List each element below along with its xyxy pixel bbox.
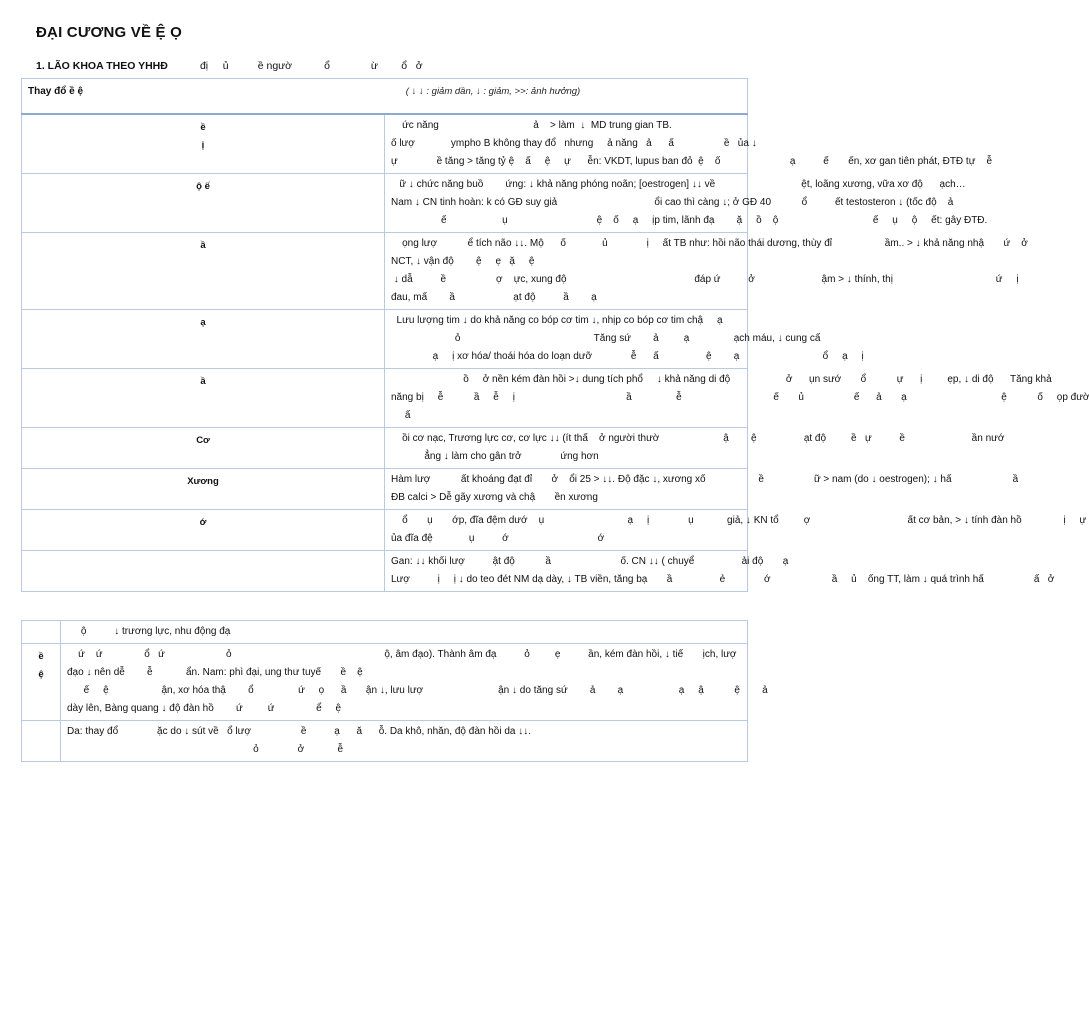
content-line: ứ ứ ổ ứ ỏ ộ, âm đạo). Thành âm đạ ỏ ẹ ần, kém đàn hồi, ↓ tiế ịch, lượ xyxy=(67,649,737,660)
content-line: Lưu lượng tim ↓ do khả năng co bóp cơ tim ↓, nhịp co bóp cơ tim chậ ạ xyxy=(391,315,723,326)
content-line: ĐB calci > Dễ gãy xương và chậ ền xương xyxy=(391,492,598,503)
section-heading: 1. LÃO KHOA THEO YHHĐ đị ủ ề ngườ ổ ừ ổ ở xyxy=(36,60,423,72)
content-line: Hàm lượ ất khoáng đạt đỉ ở ổi 25 > ↓↓. Độ đặc ↓, xương xố ề ữ > nam (do ↓ oestrogen); ↓ hấ ầ xyxy=(391,474,1019,485)
table-header-label: Thay đổ ề ệ xyxy=(28,86,84,97)
content-line: ẳng ↓ làm cho gân trở ứng hơn xyxy=(391,451,599,462)
row-label xyxy=(22,621,61,644)
row-content xyxy=(385,369,1089,428)
content-line: dày lên, Bàng quang ↓ độ đàn hồ ứ ứ ể ệ xyxy=(67,703,342,714)
row-label: ớ xyxy=(22,510,385,551)
row-label: ề ị xyxy=(22,114,385,174)
row-label xyxy=(22,551,385,592)
page-title: ĐẠI CƯƠNG VỀ Ệ Ọ xyxy=(36,24,182,41)
row-label: Cơ xyxy=(22,428,385,469)
row-label: Xương xyxy=(22,469,385,510)
content-line: ủa đĩa đệ ụ ớ ớ xyxy=(391,533,605,544)
table-header-cell xyxy=(22,79,748,115)
table-header-row xyxy=(22,79,748,115)
table-row xyxy=(22,721,748,762)
row-label: ạ xyxy=(22,310,385,369)
changes-table-2 xyxy=(21,620,768,762)
row-content xyxy=(385,428,1005,469)
content-line: Nam ↓ CN tinh hoàn: k có GĐ suy giả ổi cao thì càng ↓; ở GĐ 40 ổ ết testosteron ↓ (tốc độ ả xyxy=(391,197,954,208)
table-row xyxy=(22,310,748,369)
content-line: ố lượ ympho B không thay đổ nhưng ả năng ả ấ ề ủa ↓ xyxy=(391,138,757,149)
row-label: ầ xyxy=(22,233,385,310)
row-content xyxy=(385,551,1055,592)
row-label: ề ệ xyxy=(22,644,61,721)
table-row xyxy=(22,621,748,644)
row-content xyxy=(385,114,993,174)
content-line: Lượ ị ị ↓ do teo đét NM dạ dày, ↓ TB viền, tăng bạ ầ ẻ ớ ầ ủ ống TT, làm ↓ quá trình hấ ấ ở xyxy=(391,574,1055,585)
content-line: ấ xyxy=(391,410,411,421)
content-line: ỏ ở ễ xyxy=(67,744,344,755)
table-row xyxy=(22,551,748,592)
row-content xyxy=(61,644,768,721)
content-line: ữ ↓ chức năng buồ ứng: ↓ khả năng phóng noãn; [oestrogen] ↓↓ về ệt, loãng xương, vữa xơ độ ạch… xyxy=(391,179,966,190)
content-line: ức năng ả > làm ↓ MD trung gian TB. xyxy=(391,120,672,131)
row-content xyxy=(385,174,988,233)
row-content xyxy=(385,510,1087,551)
content-line: ồ ở nền kém đàn hồi >↓ dung tích phổ ↓ khả năng di độ ở ụn sướ ổ ự ị ẹp, ↓ di độ Tăng khả xyxy=(391,374,1052,385)
content-line: Da: thay đổ ặc do ↓ sút về ổ lượ ề ạ ă ỗ. Da khô, nhăn, độ đàn hồi da ↓↓. xyxy=(67,726,532,737)
content-line: ạ ị xơ hóa/ thoái hóa do loạn dưỡ ễ ấ ệ ạ ổ ạ ị xyxy=(391,351,864,362)
content-line: ộ ↓ trương lực, nhu động đạ xyxy=(67,626,231,637)
content-line: ỏ Tăng sứ ả ạ ạch máu, ↓ cung cấ xyxy=(391,333,821,344)
content-line: ọng lượ ể tích não ↓↓. Mộ ố ủ ị ất TB như: hồi não thái dương, thùy đỉ ầm.. > ↓ khả năng nhậ ứ ở xyxy=(391,238,1028,249)
row-content xyxy=(61,621,748,644)
content-line: NCT, ↓ vận độ ệ ẹ ặ ệ xyxy=(391,256,535,267)
content-line: ổ ụ ớp, đĩa đệm dướ ụ ạ ị ụ giả, ↓ KN tổ ợ ất cơ bản, > ↓ tính đàn hồ ị ự xyxy=(391,515,1087,526)
content-line: đạo ↓ nên dễ ễ ẩn. Nam: phì đại, ung thư tuyế ề ệ xyxy=(67,667,363,678)
table-row xyxy=(22,644,748,721)
table-row xyxy=(22,510,748,551)
content-line: ế ệ ận, xơ hóa thậ ổ ứ ọ ầ ận ↓, lưu lượ ận ↓ do tăng sứ ả ạ ạ ậ ệ ả xyxy=(67,685,768,696)
content-line: ế ụ ệ ố ạ ịp tim, lãnh đạ ặ ồ ộ ế ụ ộ ết: gây ĐTĐ. xyxy=(391,215,988,226)
row-content xyxy=(385,469,1019,510)
row-content xyxy=(385,233,1028,310)
content-line: Gan: ↓↓ khối lượ ật độ ầ ố. CN ↓↓ ( chuyể ải độ ạ xyxy=(391,556,789,567)
row-label: ầ xyxy=(22,369,385,428)
changes-table-1 xyxy=(21,78,1089,592)
table-row xyxy=(22,114,748,174)
content-line: đau, mấ ầ ạt độ ầ ạ xyxy=(391,292,597,303)
table-row xyxy=(22,369,748,428)
content-line: năng bị ễ ầ ễ ị ầ ễ ế ủ ế ả ạ ệ ố ọp đườ xyxy=(391,392,1089,403)
table-header-note: ( ↓ ↓ : giảm dần, ↓ : giảm, >>: ảnh hưởng) xyxy=(405,86,581,97)
content-line: ồi cơ nạc, Trương lực cơ, cơ lực ↓↓ (ít thấ ở người thườ ậ ệ ạt độ ề ự ề ần nướ xyxy=(391,433,1005,444)
row-label: ộ ế xyxy=(22,174,385,233)
table-row xyxy=(22,469,748,510)
row-content xyxy=(61,721,748,762)
row-label xyxy=(22,721,61,762)
table-row xyxy=(22,428,748,469)
content-line: ↓ dẫ ề ợ ực, xung độ đáp ứ ở ậm > ↓ thính, thị ứ ị xyxy=(391,274,1019,285)
row-content xyxy=(385,310,864,369)
content-line: ự ề tăng > tăng tỷ ệ ấ ệ ự ễn: VKDT, lupus ban đỏ ệ ố ạ ế ến, xơ gan tiên phát, ĐTĐ tự ễ xyxy=(391,156,993,167)
section-heading-rest: đị ủ ề ngườ ổ ừ ổ ở xyxy=(167,60,423,72)
table-row xyxy=(22,233,748,310)
table-row xyxy=(22,174,748,233)
